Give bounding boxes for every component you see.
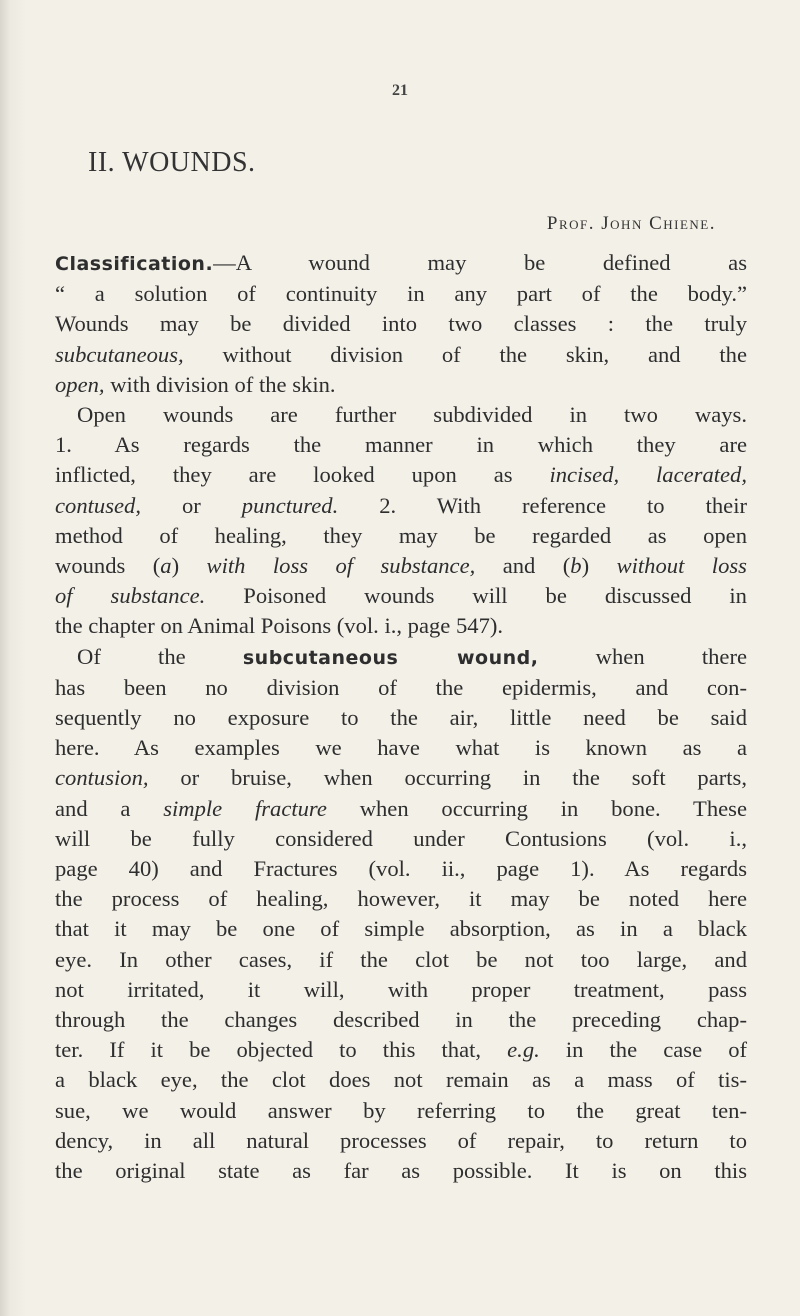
text-span: not irritated, it will, with proper treatment, pass (55, 976, 747, 1002)
text-span: Poisoned wounds will be discussed in (205, 583, 747, 609)
text-span: and ( (475, 553, 571, 579)
text-span: in the case of (539, 1037, 748, 1063)
text-span: “ a solution of continuity in any part of the body.” (55, 281, 747, 307)
text-line (55, 703, 747, 733)
bold-heading-span: subcutaneous wound, (242, 646, 539, 669)
text-span: wounds ( (55, 553, 161, 579)
text-line (55, 551, 747, 581)
italic-span: subcutaneous, (55, 341, 184, 367)
text-line (55, 763, 747, 793)
text-line (55, 370, 747, 400)
author-name: Prof. John Chiene. (546, 213, 716, 234)
text-span: when occurring in bone. These (326, 795, 747, 821)
text-span: dency, in all natural processes of repair, to return to (55, 1127, 747, 1153)
body-text (55, 248, 747, 1186)
text-span: without division of the skin, and the (183, 341, 747, 367)
text-line (55, 340, 747, 370)
text-line (55, 824, 747, 854)
text-line (55, 521, 747, 551)
italic-span: without loss (616, 553, 747, 579)
text-line (55, 642, 747, 673)
bold-heading-span: Classification. (55, 253, 214, 275)
text-span: the process of healing, however, it may be noted here (55, 886, 747, 912)
italic-span: incised, lacerated, (549, 462, 747, 488)
text-span: Of the (77, 643, 243, 669)
text-span: the chapter on Animal Poisons (vol. i., page 547). (55, 613, 504, 639)
italic-span: punctured. (241, 492, 339, 518)
italic-span: e.g. (507, 1037, 540, 1063)
page-binding-shadow (0, 0, 26, 1316)
text-span: the original state as far as possible. It is on this (55, 1158, 747, 1184)
text-span: eye. In other cases, if the clot be not too large, and (55, 946, 747, 972)
italic-span: contused, (55, 492, 141, 518)
text-line (55, 279, 747, 309)
text-span: or bruise, when occurring in the soft parts, (148, 765, 747, 791)
text-line (55, 673, 747, 703)
text-line (55, 460, 747, 490)
text-line (55, 1126, 747, 1156)
text-line (55, 430, 747, 460)
text-line (55, 1065, 747, 1095)
text-line (55, 1156, 747, 1186)
text-line (55, 581, 747, 611)
chapter-title: II. WOUNDS. (88, 147, 256, 178)
text-span: when there (538, 643, 747, 669)
text-line (55, 611, 747, 641)
italic-span: a (160, 553, 172, 579)
text-line (55, 309, 747, 339)
text-span: has been no division of the epidermis, and con- (55, 674, 747, 700)
text-line (55, 400, 747, 430)
text-span: 1. As regards the manner in which they are (55, 432, 747, 458)
text-line (55, 248, 747, 279)
text-span: Wounds may be divided into two classes : the truly (55, 311, 747, 337)
text-line (55, 884, 747, 914)
italic-span: contusion, (55, 765, 149, 791)
text-line (55, 945, 747, 975)
text-line (55, 1035, 747, 1065)
text-line (55, 794, 747, 824)
italic-span: simple fracture (163, 795, 327, 821)
text-span: ) (581, 553, 617, 579)
text-line (55, 733, 747, 763)
text-span: a black eye, the clot does not remain as a mass of tis- (55, 1067, 747, 1093)
text-span: will be fully considered under Contusions (vol. i., (55, 825, 747, 851)
text-span: sue, we would answer by referring to the great ten- (55, 1097, 747, 1123)
text-span: with division of the skin. (104, 371, 336, 397)
page-number: 21 (392, 82, 408, 99)
italic-span: of substance. (55, 583, 206, 609)
text-span: sequently no exposure to the air, little need be said (55, 705, 747, 731)
text-span: 2. With reference to their (338, 492, 747, 518)
text-span: Open wounds are further subdivided in two ways. (77, 402, 747, 428)
text-span: and a (55, 795, 164, 821)
text-span: page 40) and Fractures (vol. ii., page 1). As regards (55, 856, 747, 882)
text-span: method of healing, they may be regarded as open (55, 522, 747, 548)
italic-span: b (570, 553, 582, 579)
text-line (55, 491, 747, 521)
text-span: inflicted, they are looked upon as (55, 462, 550, 488)
text-span: here. As examples we have what is known as a (55, 735, 747, 761)
text-line (55, 854, 747, 884)
text-span: ter. If it be objected to this that, (55, 1037, 508, 1063)
text-span: ) (171, 553, 207, 579)
text-line (55, 1005, 747, 1035)
text-line (55, 914, 747, 944)
text-span: —A wound may be defined as (213, 250, 747, 275)
italic-span: open, (55, 371, 105, 397)
text-line (55, 1096, 747, 1126)
text-line (55, 975, 747, 1005)
text-span: through the changes described in the preceding chap- (55, 1007, 747, 1033)
italic-span: with loss of substance, (206, 553, 476, 579)
text-span: or (140, 492, 242, 518)
text-span: that it may be one of simple absorption, as in a black (55, 916, 747, 942)
